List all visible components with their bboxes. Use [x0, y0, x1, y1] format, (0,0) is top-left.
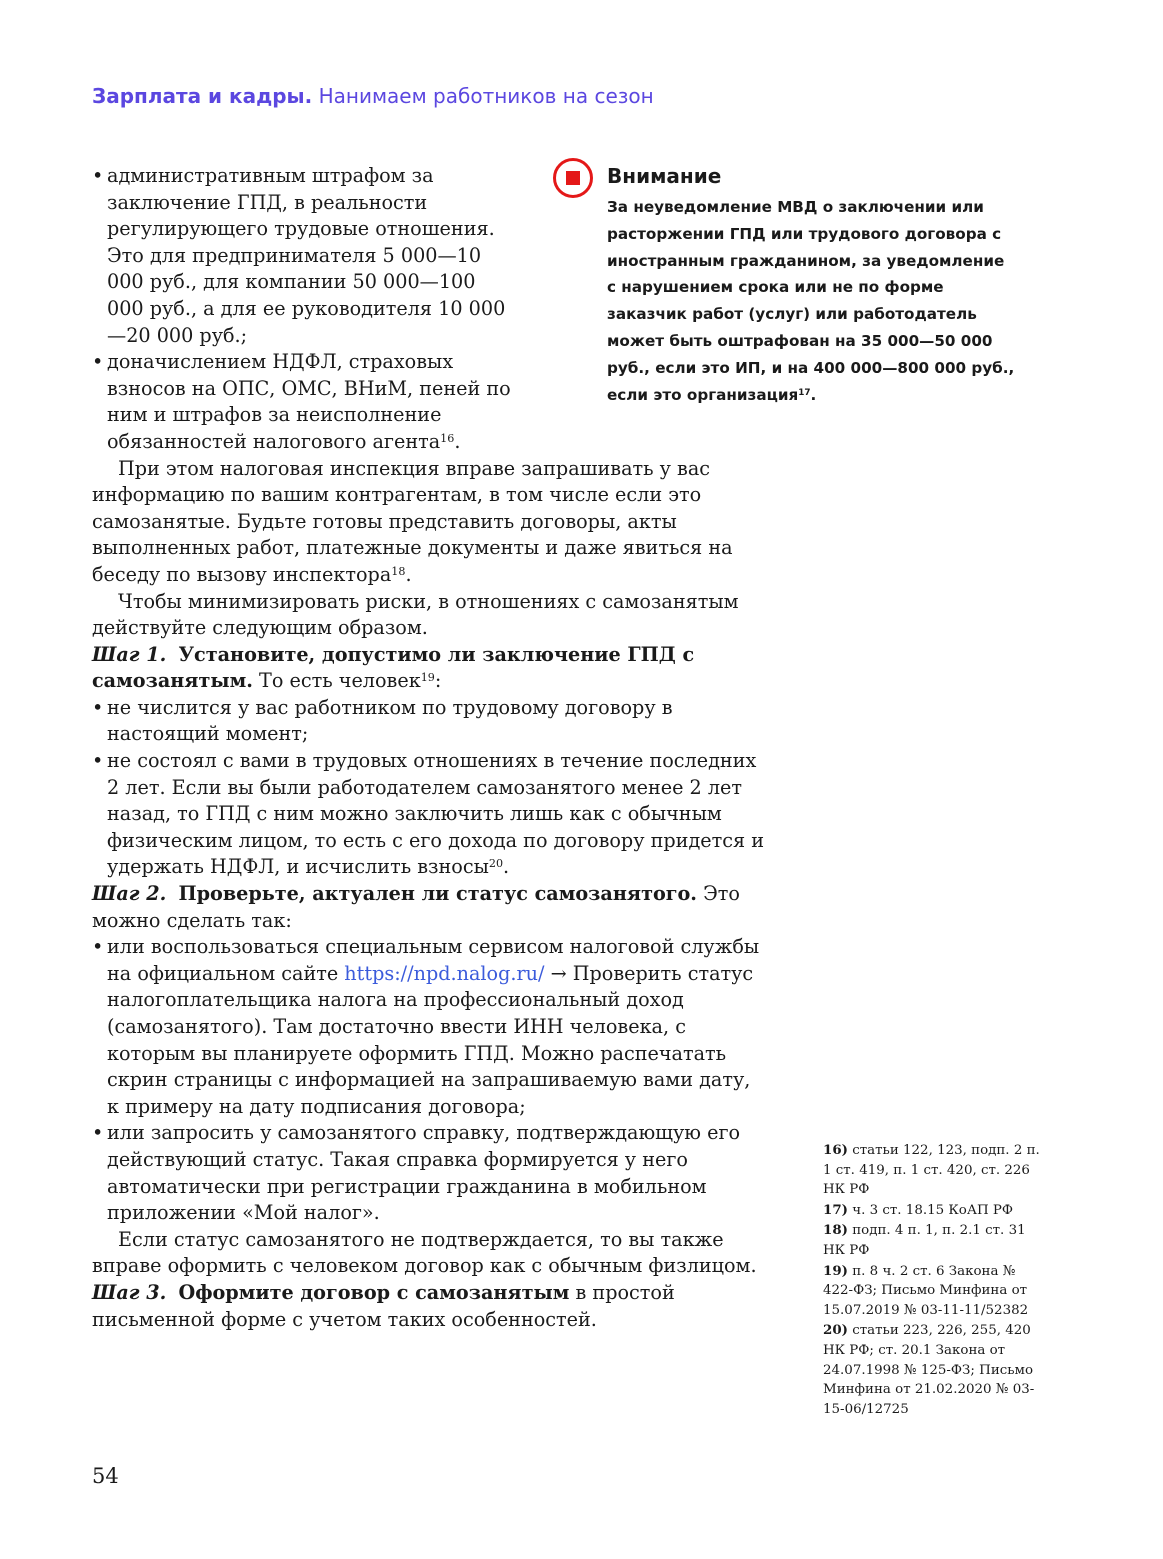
footnote: 16) статьи 122, 123, подп. 2 п. 1 ст. 419, п. 1 ст. 420, ст. 226 НК РФ: [823, 1142, 1040, 1198]
step-title: Установите, допустимо ли заключение ГПД с самозанятым.: [92, 642, 695, 693]
list-item: • или запросить у самозанятого справку, подтверждающую его действующий статус. Такая справка формируется у него автоматически при регистрации гражданина в мобильном приложении «Мой налог».: [92, 1120, 768, 1226]
footnote-ref: 18: [391, 564, 406, 578]
list-item: • административным штрафом за заключение ГПД, в реальности регулирующего трудовые отношения. Это для предпринимателя 5 000—10 000 руб., для компании 50 000—100 000 руб., а для ее руководителя 10 000—20 000 руб.;: [92, 163, 512, 349]
step-3-heading: Шаг 3. Оформите договор с самозанятым в простой письменной форме с учетом таких особенностей.: [92, 1280, 675, 1331]
step-label: Шаг 1.: [92, 642, 167, 666]
step-label: Шаг 3.: [92, 1280, 167, 1304]
step-title: Проверьте, актуален ли статус самозанятого.: [178, 882, 697, 906]
main-column: [92, 163, 768, 1333]
attention-title: Внимание: [607, 164, 722, 188]
running-header: [92, 84, 654, 108]
paragraph: Чтобы минимизировать риски, в отношениях с самозанятым действуйте следующим образом.: [92, 589, 739, 640]
footnote: 20) статьи 223, 226, 255, 420 НК РФ; ст. 20.1 Закона от 24.07.1998 № 125-ФЗ; Письмо Минфина от 21.02.2020 № 03-15-06/12725: [823, 1322, 1035, 1417]
list-item: • не состоял с вами в трудовых отношениях в течение последних 2 лет. Если вы были работодателем самозанятого менее 2 лет назад, то ГПД с ним можно заключить лишь как с обычным физическим лицом, то есть с его дохода по договору придется и удержать НДФЛ, и исчислить взносы$^{20}$.: [92, 748, 768, 881]
page-number: 54: [92, 1464, 119, 1488]
step-2-list: [92, 934, 768, 1227]
footnote-ref: 19: [420, 671, 435, 685]
footnote: 18) подп. 4 п. 1, п. 2.1 ст. 31 НК РФ: [823, 1222, 1026, 1258]
footnote: 17) ч. 3 ст. 18.15 КоАП РФ: [823, 1201, 1014, 1218]
step-label: Шаг 2.: [92, 882, 167, 906]
penalty-list: [92, 163, 512, 456]
footnotes: [823, 1141, 1048, 1420]
step-title: Оформите договор с самозанятым: [178, 1280, 570, 1304]
header-section: Зарплата и кадры.: [92, 84, 313, 108]
npd-nalog-link[interactable]: https://npd.nalog.ru/: [344, 961, 545, 985]
step-2-heading: Шаг 2. Проверьте, актуален ли статус самозанятого. Это можно сделать так:: [92, 882, 740, 932]
list-item: • не числится у вас работником по трудовому договору в настоящий момент;: [92, 695, 768, 748]
step-1-heading: Шаг 1. Установите, допустимо ли заключение ГПД с самозанятым. То есть человек$^{19}$:: [92, 642, 695, 693]
step-1-list: [92, 695, 768, 881]
paragraph: При этом налоговая инспекция вправе запрашивать у вас информацию по вашим контрагентам, в том числе если это самозанятые. Будьте готовы представить договоры, акты выполненных работ, платежные документы и даже явиться на беседу по вызову инспектора$^{18}$.: [92, 456, 733, 586]
footnote-ref: 20: [488, 857, 504, 871]
attention-text: За неуведомление МВД о заключении или расторжении ГПД или трудового договора с иностранным гражданином, за уведомление с нарушением срока или не по форме заказчик работ (услуг) или работодатель может быть оштрафован на 35 000—50 000 руб., если это ИП, и на 400 000—800 000 руб., если это организация$^{17}$.: [607, 198, 1015, 404]
list-item: • или воспользоваться специальным сервисом налоговой службы на официальном сайте https://npd.nalog.ru/ → Проверить статус налогоплательщика налога на профессиональный доход (самозанятого). Там достаточно ввести ИНН человека, с которым вы планируете оформить ГПД. Можно распечатать скрин страницы с информацией на запрашиваемую вами дату, к примеру на дату подписания договора;: [92, 934, 768, 1120]
paragraph: Если статус самозанятого не подтверждается, то вы также вправе оформить с человеком договор как с обычным физлицом.: [92, 1227, 757, 1278]
footnote-ref: 16: [440, 431, 455, 445]
footnote: 19) п. 8 ч. 2 ст. 6 Закона № 422-ФЗ; Письмо Минфина от 15.07.2019 № 03-11-11/52382: [823, 1262, 1029, 1318]
header-topic: Нанимаем работников на сезон: [318, 84, 654, 108]
footnote-ref: 17: [798, 387, 811, 398]
list-item: • доначислением НДФЛ, страховых взносов на ОПС, ОМС, ВНиМ, пеней по ним и штрафов за неисполнение обязанностей налогового агента$^{16}$.: [92, 349, 512, 455]
